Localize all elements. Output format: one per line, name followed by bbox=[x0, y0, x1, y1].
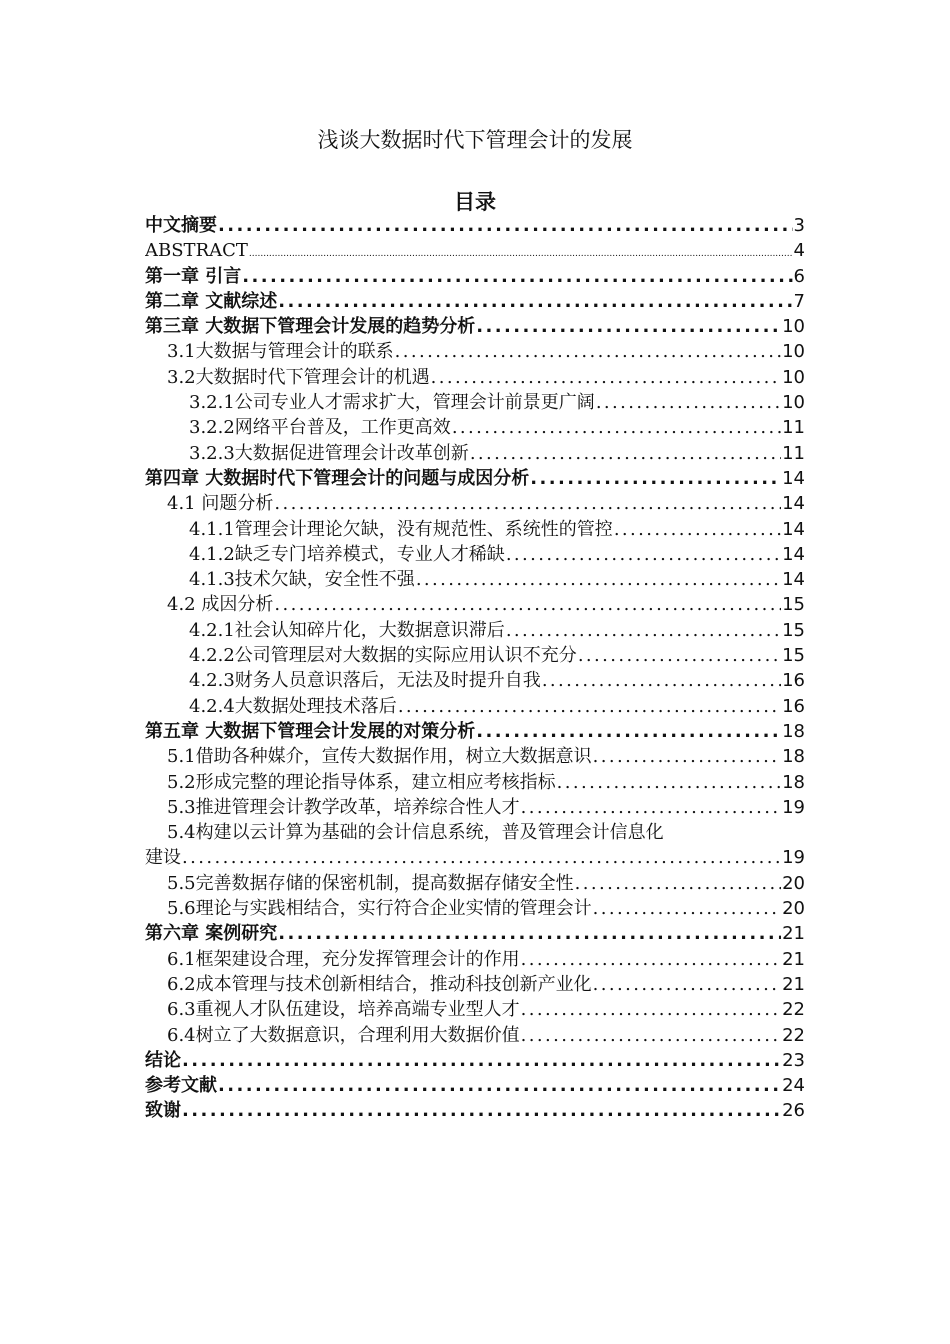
toc-entry-chapter-3[interactable]: 第三章 大数据下管理会计发展的趋势分析 ..... 10 bbox=[145, 314, 805, 339]
toc-entry-chapter-5[interactable]: 第五章 大数据下管理会计发展的对策分析 ..... 18 bbox=[145, 719, 805, 744]
toc-page-number: 11 bbox=[782, 442, 805, 464]
toc-page-number: 26 bbox=[782, 1100, 805, 1122]
toc-entry-subsection[interactable]: 4.1.1管理会计理论欠缺，没有规范性、系统性的管控 ..... 14 bbox=[145, 517, 805, 542]
toc-page-number: 14 bbox=[782, 543, 805, 565]
table-of-contents bbox=[145, 213, 805, 1124]
toc-entry-section[interactable]: 5.2形成完整的理论指导体系，建立相应考核指标 ..... 18 bbox=[145, 770, 805, 795]
toc-page-number: 10 bbox=[782, 392, 805, 414]
toc-page-number: 16 bbox=[782, 670, 805, 692]
toc-page-number: 23 bbox=[782, 1049, 805, 1071]
toc-page-number: 18 bbox=[782, 771, 805, 793]
toc-page-number: 10 bbox=[782, 341, 805, 363]
document-title: 浅谈大数据时代下管理会计的发展 bbox=[317, 128, 633, 152]
toc-page-number: 11 bbox=[782, 417, 805, 439]
toc-entry-references[interactable]: 参考文献 ..... 24 bbox=[145, 1073, 805, 1098]
toc-entry-section[interactable]: 4.1 问题分析 ..... 14 bbox=[145, 491, 805, 516]
toc-entry-conclusion[interactable]: 结论 ..... 23 bbox=[145, 1048, 805, 1073]
toc-entry-chapter-6[interactable]: 第六章 案例研究 ..... 21 bbox=[145, 921, 805, 946]
toc-entry-subsection[interactable]: 4.2.3财务人员意识落后，无法及时提升自我 ..... 16 bbox=[145, 668, 805, 693]
toc-page-number: 14 bbox=[782, 467, 805, 489]
toc-entry-section[interactable]: 5.1借助各种媒介，宣传大数据作用，树立大数据意识 ..... 18 bbox=[145, 744, 805, 769]
toc-page-number: 21 bbox=[782, 923, 805, 945]
toc-page-number: 14 bbox=[782, 493, 805, 515]
toc-entry-abstract-cn[interactable]: 中文摘要 ..... 3 bbox=[145, 213, 805, 238]
toc-page-number: 21 bbox=[782, 948, 805, 970]
toc-entry-subsection[interactable]: 3.2.1公司专业人才需求扩大，管理会计前景更广阔 ..... 10 bbox=[145, 390, 805, 415]
toc-page-number: 6 bbox=[793, 265, 805, 287]
toc-page-number: 15 bbox=[782, 645, 805, 667]
toc-entry-subsection[interactable]: 4.1.2缺乏专门培养模式，专业人才稀缺 ..... 14 bbox=[145, 542, 805, 567]
toc-entry-section[interactable]: 5.5完善数据存储的保密机制，提高数据存储安全性 ..... 20 bbox=[145, 871, 805, 896]
toc-entry-section[interactable]: 3.1大数据与管理会计的联系 ..... 10 bbox=[145, 339, 805, 364]
toc-page-number: 22 bbox=[782, 999, 805, 1021]
toc-entry-section[interactable]: 6.1框架建设合理，充分发挥管理会计的作用 ..... 21 bbox=[145, 947, 805, 972]
toc-entry-section[interactable]: 6.3重视人才队伍建设，培养高端专业型人才 ..... 22 bbox=[145, 997, 805, 1022]
toc-page-number: 15 bbox=[782, 619, 805, 641]
toc-page-number: 14 bbox=[782, 518, 805, 540]
toc-entry-subsection[interactable]: 4.1.3技术欠缺，安全性不强 ..... 14 bbox=[145, 567, 805, 592]
toc-entry-section[interactable]: 4.2 成因分析 ..... 15 bbox=[145, 592, 805, 617]
toc-entry-chapter-2[interactable]: 第二章 文献综述 ..... 7 bbox=[145, 289, 805, 314]
toc-page-number: 24 bbox=[782, 1075, 805, 1097]
toc-page-number: 15 bbox=[782, 594, 805, 616]
toc-page-number: 14 bbox=[782, 569, 805, 591]
toc-page-number: 3 bbox=[793, 215, 805, 236]
toc-page-number: 10 bbox=[782, 366, 805, 388]
toc-heading: 目录 bbox=[454, 190, 496, 214]
toc-entry-subsection[interactable]: 4.2.2公司管理层对大数据的实际应用认识不充分 ..... 15 bbox=[145, 643, 805, 668]
toc-entry-section[interactable]: 6.4树立了大数据意识，合理利用大数据价值 ..... 22 bbox=[145, 1023, 805, 1048]
toc-page-number: 10 bbox=[782, 316, 805, 338]
toc-entry-section[interactable]: 5.3推进管理会计教学改革，培养综合性人才 ..... 19 bbox=[145, 795, 805, 820]
toc-entry-section[interactable]: 3.2大数据时代下管理会计的机遇 ..... 10 bbox=[145, 365, 805, 390]
toc-entry-section[interactable]: 6.2成本管理与技术创新相结合，推动科技创新产业化 ..... 21 bbox=[145, 972, 805, 997]
toc-entry-abstract-en[interactable]: ABSTRACT ..... 4 bbox=[145, 238, 805, 263]
toc-page-number: 19 bbox=[782, 796, 805, 818]
toc-entry-section-wrapped-line[interactable]: 5.4构建以云计算为基础的会计信息系统，普及管理会计信息化 bbox=[167, 822, 664, 844]
toc-page-number: 22 bbox=[782, 1024, 805, 1046]
toc-entry-chapter-1[interactable]: 第一章 引言 ..... 6 bbox=[145, 264, 805, 289]
toc-entry-subsection[interactable]: 4.2.1社会认知碎片化，大数据意识滞后 ..... 15 bbox=[145, 618, 805, 643]
toc-page-number: 18 bbox=[782, 746, 805, 768]
toc-page-number: 20 bbox=[782, 898, 805, 920]
toc-entry-section-continuation[interactable]: 建设 ..... 19 bbox=[145, 845, 805, 870]
toc-page-number: 7 bbox=[793, 290, 805, 312]
toc-entry-subsection[interactable]: 3.2.3大数据促进管理会计改革创新 ..... 11 bbox=[145, 441, 805, 466]
toc-page-number: 16 bbox=[782, 695, 805, 717]
toc-entry-subsection[interactable]: 4.2.4大数据处理技术落后 ..... 16 bbox=[145, 694, 805, 719]
toc-page-number: 21 bbox=[782, 973, 805, 995]
toc-page-number: 18 bbox=[782, 720, 805, 742]
toc-page-number: 20 bbox=[782, 872, 805, 894]
toc-page-number: 19 bbox=[782, 847, 805, 869]
toc-entry-chapter-4[interactable]: 第四章 大数据时代下管理会计的问题与成因分析 ..... 14 bbox=[145, 466, 805, 491]
toc-entry-subsection[interactable]: 3.2.2网络平台普及，工作更高效 ..... 11 bbox=[145, 415, 805, 440]
toc-entry-section[interactable]: 5.6理论与实践相结合，实行符合企业实情的管理会计 ..... 20 bbox=[145, 896, 805, 921]
toc-entry-acknowledgements[interactable]: 致谢 ..... 26 bbox=[145, 1098, 805, 1123]
toc-page-number: 4 bbox=[793, 240, 805, 262]
